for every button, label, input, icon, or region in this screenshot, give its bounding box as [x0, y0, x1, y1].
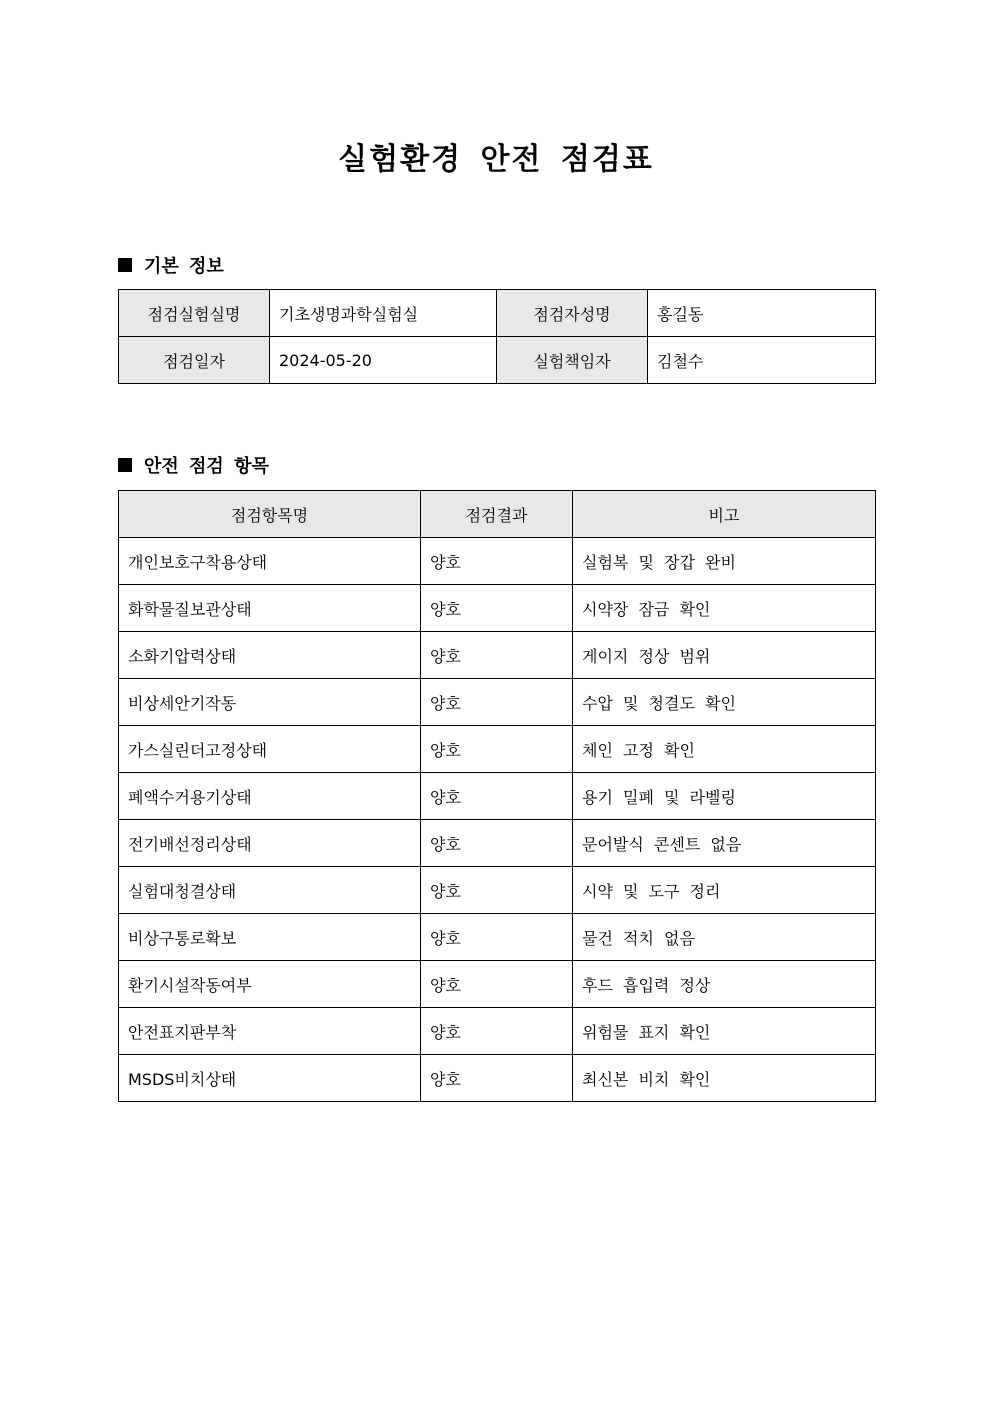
item-name-cell: MSDS비치상태	[119, 1055, 421, 1102]
result-cell: 양호	[421, 867, 573, 914]
field-value: 기초생명과학실험실	[270, 290, 497, 337]
item-name-cell: 비상구통로확보	[119, 914, 421, 961]
table-row	[119, 337, 876, 384]
field-label: 실험책임자	[497, 337, 648, 384]
safety-items-table	[118, 490, 876, 1102]
column-header-item: 점검항목명	[119, 491, 421, 538]
table-row	[119, 538, 876, 585]
section-heading-label: 기본 정보	[144, 256, 224, 277]
result-cell: 양호	[421, 538, 573, 585]
item-name-cell: 폐액수거용기상태	[119, 773, 421, 820]
page-title: 실험환경 안전 점검표	[338, 142, 654, 177]
field-value: 김철수	[648, 337, 876, 384]
result-cell: 양호	[421, 632, 573, 679]
field-label: 점검일자	[119, 337, 270, 384]
result-cell: 양호	[421, 1055, 573, 1102]
table-row	[119, 914, 876, 961]
item-name-cell: 안전표지판부착	[119, 1008, 421, 1055]
table-row	[119, 632, 876, 679]
table-row	[119, 961, 876, 1008]
table-row	[119, 1055, 876, 1102]
table-row	[119, 773, 876, 820]
result-cell: 양호	[421, 726, 573, 773]
table-row	[119, 1008, 876, 1055]
note-cell: 게이지 정상 범위	[573, 632, 876, 679]
note-cell: 시약 및 도구 정리	[573, 867, 876, 914]
item-name-cell: 실험대청결상태	[119, 867, 421, 914]
note-cell: 용기 밀폐 및 라벨링	[573, 773, 876, 820]
result-cell: 양호	[421, 914, 573, 961]
basic-info-table	[118, 289, 876, 384]
result-cell: 양호	[421, 585, 573, 632]
field-value: 2024-05-20	[270, 337, 497, 384]
field-label: 점검실험실명	[119, 290, 270, 337]
note-cell: 문어발식 콘센트 없음	[573, 820, 876, 867]
item-name-cell: 소화기압력상태	[119, 632, 421, 679]
square-bullet-icon	[118, 458, 132, 472]
item-name-cell: 전기배선정리상태	[119, 820, 421, 867]
result-cell: 양호	[421, 773, 573, 820]
section-heading-basic-info	[118, 252, 224, 278]
table-row	[119, 585, 876, 632]
note-cell: 수압 및 청결도 확인	[573, 679, 876, 726]
item-name-cell: 환기시설작동여부	[119, 961, 421, 1008]
table-row	[119, 820, 876, 867]
note-cell: 최신본 비치 확인	[573, 1055, 876, 1102]
note-cell: 실험복 및 장갑 완비	[573, 538, 876, 585]
item-name-cell: 화학물질보관상태	[119, 585, 421, 632]
column-header-note: 비고	[573, 491, 876, 538]
table-row	[119, 290, 876, 337]
note-cell: 시약장 잠금 확인	[573, 585, 876, 632]
square-bullet-icon	[118, 258, 132, 272]
section-heading-label: 안전 점검 항목	[144, 456, 269, 477]
column-header-result: 점검결과	[421, 491, 573, 538]
section-heading-safety-items	[118, 452, 269, 478]
result-cell: 양호	[421, 679, 573, 726]
note-cell: 위험물 표지 확인	[573, 1008, 876, 1055]
note-cell: 후드 흡입력 정상	[573, 961, 876, 1008]
result-cell: 양호	[421, 961, 573, 1008]
table-row	[119, 726, 876, 773]
item-name-cell: 비상세안기작동	[119, 679, 421, 726]
result-cell: 양호	[421, 820, 573, 867]
note-cell: 체인 고정 확인	[573, 726, 876, 773]
note-cell: 물건 적치 없음	[573, 914, 876, 961]
item-name-cell: 가스실린더고정상태	[119, 726, 421, 773]
table-header-row	[119, 491, 876, 538]
item-name-cell: 개인보호구착용상태	[119, 538, 421, 585]
table-row	[119, 867, 876, 914]
result-cell: 양호	[421, 1008, 573, 1055]
field-label: 점검자성명	[497, 290, 648, 337]
table-row	[119, 679, 876, 726]
field-value: 홍길동	[648, 290, 876, 337]
